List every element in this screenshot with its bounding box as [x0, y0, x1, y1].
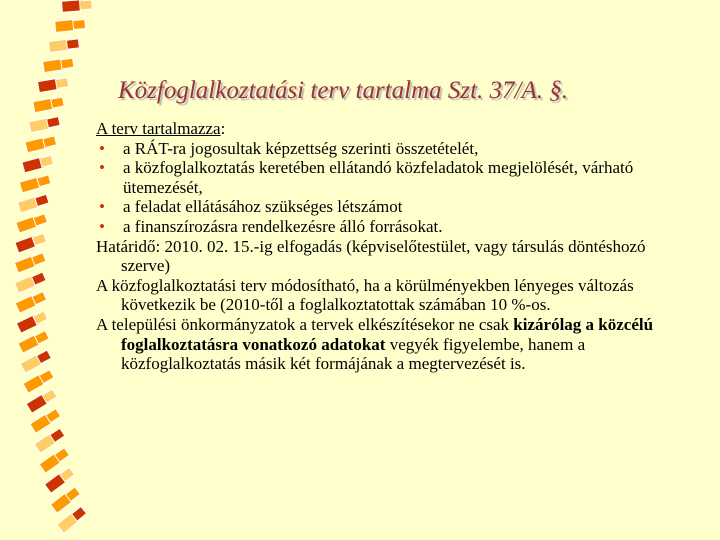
- final-text-end: vegyék figyelembe, hanem a közfoglalkoztatás másik két formájának a megtervezését is.: [121, 334, 586, 374]
- bullet-icon: •: [99, 216, 105, 236]
- intro-label: A terv tartalmazza: [96, 119, 221, 138]
- bullet-icon: •: [99, 197, 105, 217]
- list-item-text: a közfoglalkoztatás keretében ellátandó közfeladatok megjelölését, várható ütemezését,: [123, 158, 634, 197]
- binding-segment: [48, 38, 79, 53]
- binding-segment: [15, 232, 47, 253]
- binding-segment: [18, 330, 50, 353]
- binding-segment: [20, 349, 52, 373]
- deadline-paragraph: Határidő: 2010. 02. 15.-ig elfogadás (képviselőtestület, vagy társulás döntéshozó szerve): [96, 236, 646, 276]
- binding-segment: [38, 77, 69, 93]
- final-paragraph: [96, 315, 696, 374]
- list-item: [96, 139, 696, 159]
- list-item: [96, 197, 696, 217]
- binding-segment: [33, 96, 65, 113]
- binding-segment: [55, 18, 86, 32]
- bullet-icon: •: [99, 138, 105, 158]
- binding-segment: [62, 0, 93, 12]
- intro-line: [96, 119, 696, 139]
- binding-segment: [15, 271, 47, 293]
- list-item-text: a RÁT-ra jogosultak képzettség szerinti összetételét,: [123, 138, 479, 158]
- list-item-text: a finanszírozásra rendelkezésre álló forrásokat.: [123, 216, 443, 236]
- final-text-start: A települési önkormányzatok a tervek elkészítésekor ne csak: [96, 314, 514, 334]
- intro-colon: :: [220, 119, 226, 138]
- binding-segment: [25, 135, 57, 153]
- binding-segment: [43, 57, 74, 72]
- list-item: [96, 158, 696, 197]
- list-item: [96, 217, 696, 237]
- binding-segment: [16, 213, 48, 233]
- binding-segment: [14, 252, 46, 273]
- binding-segment: [29, 116, 61, 133]
- final-text-bold: kizárólag a közcélú foglalkoztatásra vonatkozó adatokat: [121, 314, 654, 354]
- binding-segment: [22, 154, 54, 172]
- binding-segment: [15, 291, 47, 313]
- slide-title: Közfoglalkoztatási terv tartalma Szt. 37/A. §.: [118, 77, 569, 104]
- slide-content: [96, 119, 696, 374]
- list-item-text: a feladat ellátásához szükséges létszámot: [123, 197, 403, 217]
- binding-segment: [17, 193, 49, 213]
- decorative-binding: [0, 0, 110, 540]
- binding-segment: [16, 310, 48, 333]
- modification-paragraph: A közfoglalkoztatási terv módosítható, ha a körülményekben lényeges változás következik be (2010-től a foglalkoztatottak számában 10 %-os.: [96, 275, 634, 315]
- binding-segment: [19, 174, 51, 193]
- bullet-icon: •: [99, 158, 105, 178]
